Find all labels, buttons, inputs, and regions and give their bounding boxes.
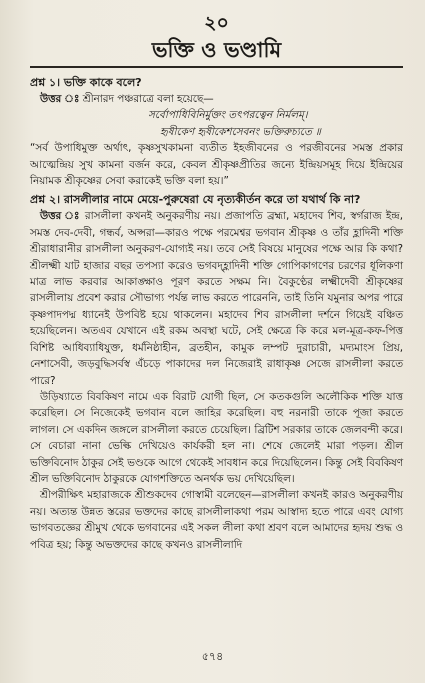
question-2: প্রশ্ন ২। রাসলীলার নামে মেয়ে-পুরুষেরা যে নৃত্যকীর্তন করে তা যথার্থ কি না? <box>30 193 361 207</box>
answer-1-intro-text: শ্রীনারদ পঞ্চরাত্রে বলা হয়েছে— <box>82 93 214 105</box>
verse-line-2: হৃষীকেণ হৃষীকেশসেবনং ভক্তিরুচ্যতে ॥ <box>160 125 321 138</box>
question-1: প্রশ্ন ১। ভক্তি কাকে বলে? <box>30 76 142 89</box>
answer-2-label: উত্তর ঃ <box>40 210 81 223</box>
answer-1-label: উত্তর ঃ <box>40 93 80 105</box>
answer-1-intro <box>30 91 403 107</box>
chapter-title: ভক্তি ও ভণ্ডামি <box>151 38 282 62</box>
answer-2-para-1 <box>30 208 403 388</box>
answer-2-para-1-text: রাসলীলা কখনই অনুকরণীয় নয়। প্রজাপতি ব্রহ্মা, মহাদেব শিব, স্বর্গরাজ ইন্দ্র, সমস্ত দেব-দেবী, গন্ধর্ব, অপ্সরা—কারও পক্ষে পরমেশ্বর ভগবান শ্রীকৃষ্ণ ও তাঁর হ্লাদিনী শক্তি শ্রীরাধারানীর রাসলীলা অনুকরণ-যোগ্যই নয়। তবে সেই বিষয়ে মানুষের পক্ষে আর কি কথা? শ্রীলক্ষ্মী যাট হাজার বছর তপস্যা করেও ভগবদ্‌হ্লাদিনী শক্তি গোপিকাগণের চরণের ধূলিকণা মাত্র লাভ করবার আকাঙ্ক্ষাও পূরণ করতে সক্ষম নি। বৈকুণ্ঠের লক্ষ্মীদেবী শ্রীকৃষ্ণের রাসলীলায় প্রবেশ করার সৌভাগ্য পর্যন্ত লাভ করতে পারেননি, তাই তিনি যমুনার অপর পারে কৃষ্ণপাদপদ্ম ধ্যানেই উপবিষ্ট হয়ে থাকলেন। মহাদেব শিব রাসলীলা দর্শনে গিয়েই বঞ্চিত হয়েছিলেন। অতএব যেখানে এই রকম অবস্থা ঘটে, সেই ক্ষেত্রে কি করে মল-মূত্র-কফ-পিত্ত বিশিষ্ট আধিব্যাধিযুক্ত, ধর্মনিষ্ঠাহীন, ব্রতহীন, কামুক লম্পট দুরাচারী, মদ্যমাংস প্রিয়, নেশাসেবী, জড়বুদ্ধিসর্বস্ব এঁচড়ে পাকাদের দল নিজেরাই রাধাকৃষ্ণ সেজে রাসলীলা করতে পারে? <box>30 210 403 387</box>
chapter-number: ২০ <box>204 12 229 34</box>
title-divider <box>30 66 403 68</box>
answer-2-para-2: উড়িষ্যাতে বিবকিষণ নামে এক বিরাট যোগী ছিল, সে কতকগুলি অলৌকিক শক্তি যাত্ত করেছিল। সে নিজেকেই ভগবান বলে জাহির করেছিল। বহু নরনারী তাকে পূজা করতে লাগল। সে একদিন জঙ্গলে রাসলীলা করতে চেয়েছিল। ব্রিটিশ সরকার তাকে জেলবন্দী করে। সে বেচারা নানা ভেল্কি দেখিয়েও কার্যকরী হল না। শেষে জেলেই মারা পড়ল। শ্রীল ভক্তিবিনোদ ঠাকুর সেই ভণ্ডকে আগে থেকেই সাবধান করে দিয়েছিলেন। কিন্তু সেই বিবকিষণ শ্রীল ভক্তিবিনোদ ঠাকুরকে যোগশক্তিতে অনর্থক ভয় দেখিয়েছিল। <box>30 390 403 485</box>
page-number: ৫৭৪ <box>201 650 224 663</box>
answer-2-para-3: শ্রীপরীক্ষিৎ মহারাজকে শ্রীশুকদেব গোস্বামী বলেছেন—রাসলীলা কখনই কারও অনুকরণীয় নয়। অত্যন্ত উন্নত স্তরের ভক্তদের কাছে রাসলীলাকথা পরম আস্বাদ্য হতে পারে এবং যোগ্য ভাগবতজ্ঞের শ্রীমুখ থেকে ভগবানের এই সকল লীলা কথা শ্রবণ বলে আমাদের হৃদয় শুদ্ধ ও পবিত্র হয়; কিন্তু অভক্তদের কাছে কখনও রাসলীলাদি <box>30 489 403 551</box>
answer-1-explanation: “সর্ব উপাধিমুক্ত অর্থাৎ, কৃষ্ণসুখকামনা ব্যতীত ইহজীবনের ও পরজীবনের সমস্ত প্রকার আত্মেন্দ্রিয় সুখ কামনা বর্জন করে, কেবল শ্রীকৃষ্ণপ্রীতির জন্যে ইন্দ্রিয়সমূহ দিয়ে ইন্দ্রিয়ের নিয়ামক শ্রীকৃষ্ণের সেবা করাকেই ভক্তি বলা হয়।” <box>30 142 403 188</box>
verse-line-1: সর্বোপাধিবিনির্মুক্তং তৎপরত্বেন নির্মলম্‌। <box>148 109 308 122</box>
